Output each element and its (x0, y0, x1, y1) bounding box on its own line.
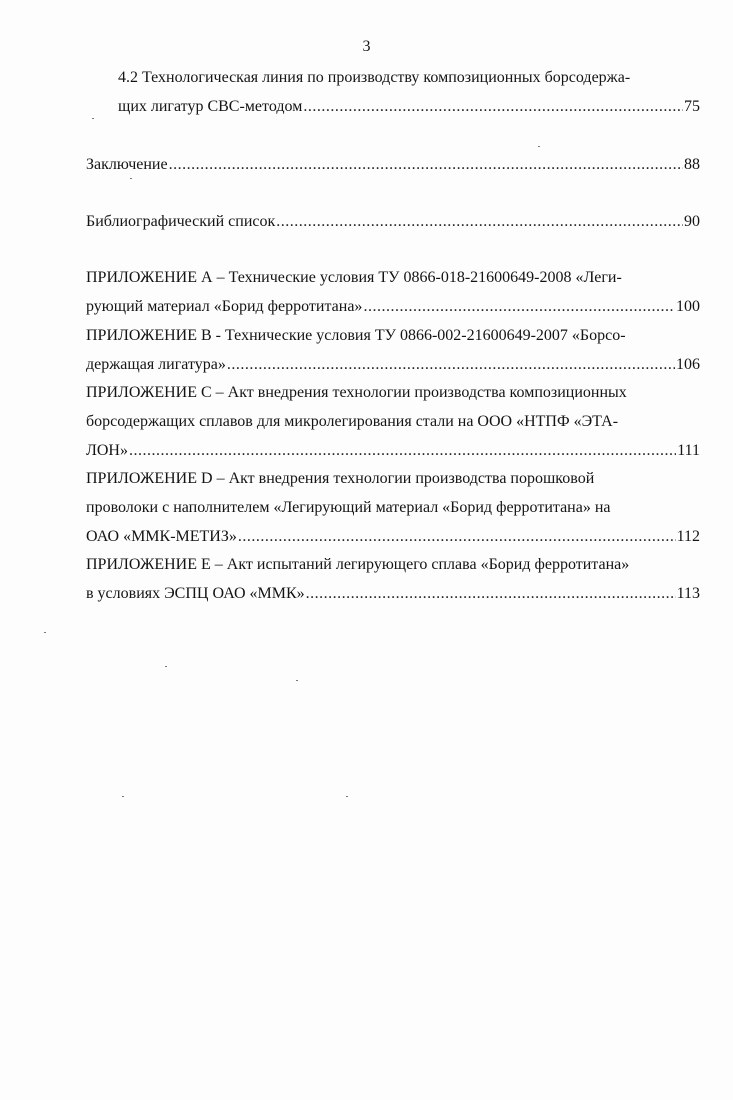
toc-entry-text: проволоки с наполнителем «Легирующий материал «Борид ферротитана» на (86, 499, 611, 516)
toc-entry-text: 4.2 Технологическая линия по производству композиционных борсодержа- (118, 69, 631, 86)
toc-entry-text: ОАО «ММК-МЕТИЗ» (86, 528, 237, 545)
toc-page-number: 75 (684, 98, 700, 115)
toc-entry-text: ПРИЛОЖЕНИЕ А – Технические условия ТУ 0866-018-21600649-2008 «Леги- (86, 269, 622, 286)
toc-entry-appendix-c-line1 (86, 382, 700, 404)
scan-speck (296, 680, 298, 681)
toc-page-number: 111 (677, 442, 700, 459)
toc-entry-bibliography (86, 211, 700, 233)
toc-page-number: 113 (676, 585, 700, 602)
toc-entry-appendix-e-line2 (86, 583, 700, 605)
toc-entry-text: ЛОН» (86, 442, 128, 459)
toc-entry-appendix-d-line3 (86, 526, 700, 548)
leader-dots (227, 354, 675, 376)
page-number: 3 (362, 38, 371, 55)
toc-entry-appendix-c-line2 (86, 411, 700, 433)
toc-entry-appendix-c-line3 (86, 440, 700, 462)
toc-page-number: 90 (684, 213, 700, 230)
toc-entry-4-2-line2 (118, 96, 700, 118)
toc-entry-text: ПРИЛОЖЕНИЕ С – Акт внедрения технологии производства композиционных (86, 384, 627, 401)
scan-speck (538, 146, 540, 147)
scan-speck (346, 796, 348, 797)
toc-page-number: 112 (676, 528, 700, 545)
leader-dots (363, 296, 675, 318)
toc-entry-text: ПРИЛОЖЕНИЕ D – Акт внедрения технологии производства порошковой (86, 470, 595, 487)
toc-entry-appendix-d-line2 (86, 497, 700, 519)
leader-dots (129, 440, 676, 462)
toc-entry-appendix-b-line1 (86, 325, 700, 347)
toc-entry-text: в условиях ЭСПЦ ОАО «ММК» (86, 585, 305, 602)
scan-speck (130, 178, 132, 179)
toc-entry-4-2-line1 (118, 67, 700, 89)
leader-dots (169, 154, 683, 176)
toc-entry-text: щих лигатур СВС-методом (118, 98, 303, 115)
toc-entry-text: ПРИЛОЖЕНИЕ Е – Акт испытаний легирующего сплава «Борид ферротитана» (86, 556, 630, 573)
scan-speck (92, 118, 94, 119)
toc-entry-text: Заключение (86, 156, 168, 173)
toc-entry-text: держащая лигатура» (86, 356, 226, 373)
toc-entry-conclusion (86, 154, 700, 176)
toc-entry-appendix-e-line1 (86, 554, 700, 576)
scan-speck (165, 666, 167, 667)
toc-entry-text: рующий материал «Борид ферротитана» (86, 298, 363, 315)
leader-dots (303, 96, 683, 118)
toc-page-number: 100 (676, 298, 700, 315)
toc-entry-appendix-a-line1 (86, 267, 700, 289)
toc-entry-appendix-d-line1 (86, 468, 700, 490)
toc-page-number: 106 (676, 356, 700, 373)
toc-entry-text: борсодержащих сплавов для микролегирования стали на ООО «НТПФ «ЭТА- (86, 413, 619, 430)
toc-entry-appendix-a-line2 (86, 296, 700, 318)
toc-entry-text: Библиографический список (86, 213, 276, 230)
toc-page-number: 88 (684, 156, 700, 173)
leader-dots (276, 211, 683, 233)
toc-entry-appendix-b-line2 (86, 354, 700, 376)
scan-speck (122, 796, 124, 797)
leader-dots (238, 526, 676, 548)
scan-speck (44, 632, 46, 633)
toc-entry-text: ПРИЛОЖЕНИЕ В - Технические условия ТУ 0866-002-21600649-2007 «Борсо- (86, 327, 626, 344)
leader-dots (306, 583, 676, 605)
